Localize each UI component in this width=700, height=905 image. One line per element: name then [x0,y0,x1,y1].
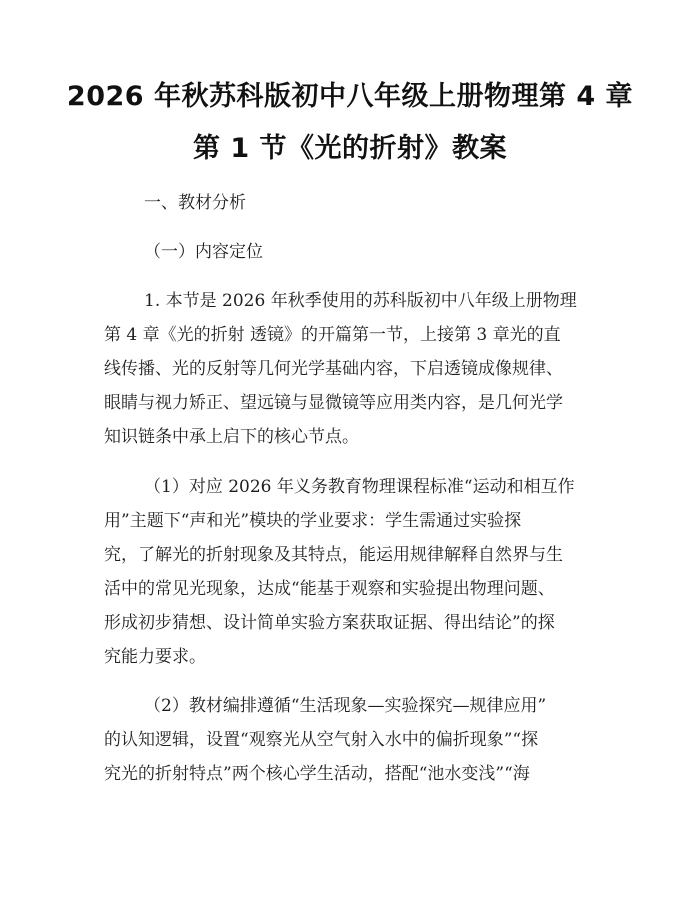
paragraph-line: 眼睛与视力矫正、望远镜与显微镜等应用类内容，是几何光学 [104,393,563,413]
paragraph-line: （2）教材编排遵循“生活现象—实验探究—规律应用” [144,696,547,716]
paragraph-line: 第 4 章《光的折射 透镜》的开篇第一节，上接第 3 章光的直 [104,325,561,345]
paragraph-line: （1）对应 2026 年义务教育物理课程标准“运动和相互作 [144,477,575,497]
paragraph-line: 知识链条中承上启下的核心节点。 [104,427,359,447]
paragraph-line: 活中的常见光现象，达成“能基于观察和实验提出物理问题、 [104,579,555,599]
subsection-heading: （一）内容定位 [144,242,263,262]
paragraph-line: 的认知逻辑，设置“观察光从空气射入水中的偏折现象”“探 [104,730,539,750]
paragraph-line: 用”主题下“声和光”模块的学业要求：学生需通过实验探 [104,511,522,531]
paragraph-line: 究光的折射特点”两个核心学生活动，搭配“池水变浅”“海 [104,764,530,784]
paragraph-line: 究能力要求。 [104,647,206,667]
paragraph-line: 究，了解光的折射现象及其特点，能运用规律解释自然界与生 [104,545,563,565]
document-title-line-2: 第 1 节《光的折射》教案 [192,133,508,164]
paragraph-line: 形成初步猜想、设计简单实验方案获取证据、得出结论”的探 [104,613,555,633]
document-title-line-1: 2026 年秋苏科版初中八年级上册物理第 4 章 [66,81,634,112]
paragraph-line: 1. 本节是 2026 年秋季使用的苏科版初中八年级上册物理 [144,291,577,311]
paragraph-line: 线传播、光的反射等几何光学基础内容，下启透镜成像规律、 [104,359,563,379]
section-heading: 一、教材分析 [144,193,246,213]
